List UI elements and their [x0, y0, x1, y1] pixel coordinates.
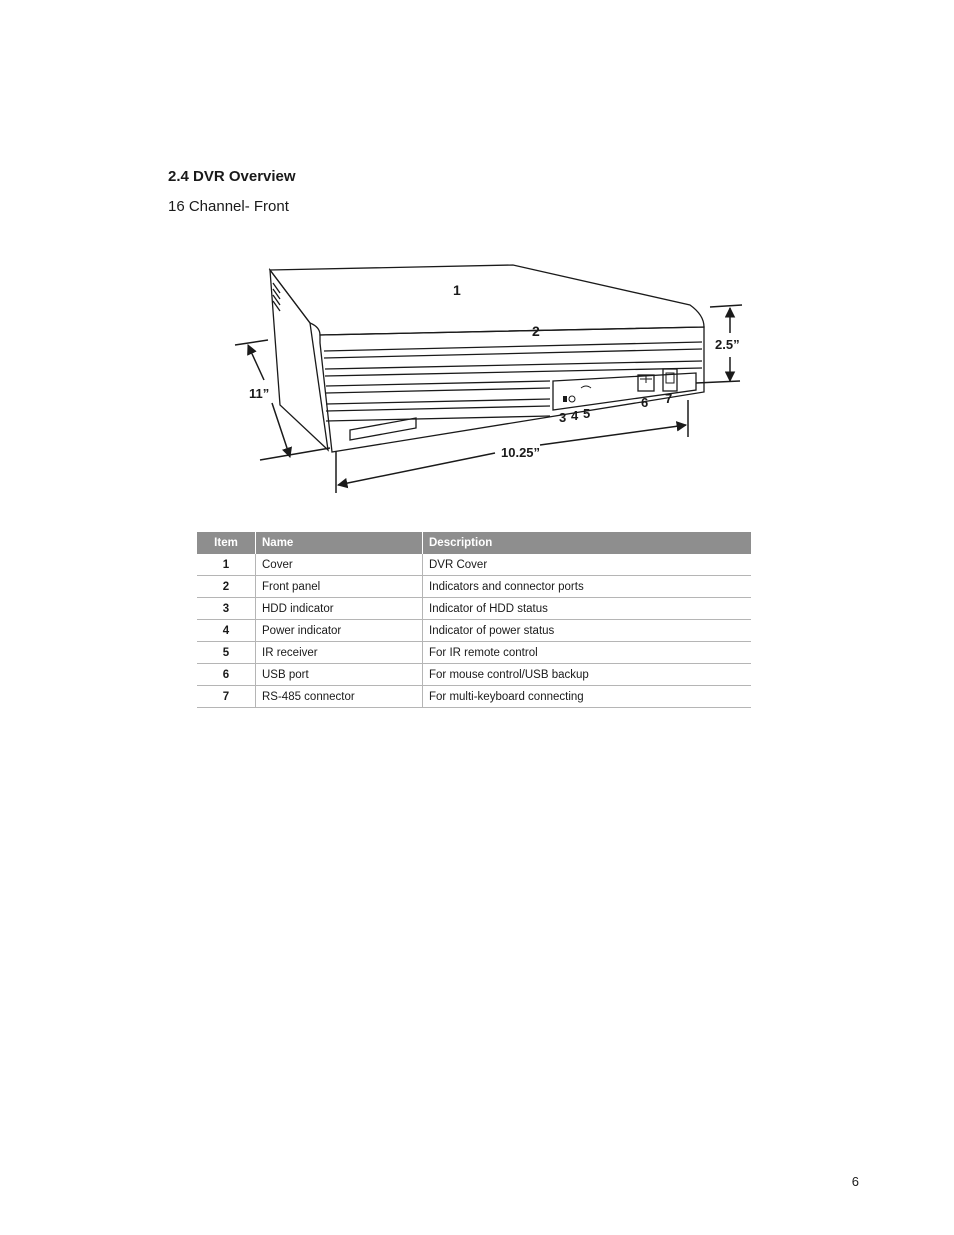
cell-description: DVR Cover — [423, 554, 752, 576]
callout-3: 3 — [559, 410, 567, 425]
cell-name: IR receiver — [256, 642, 423, 664]
width-label: 10.25” — [501, 445, 541, 460]
cell-item: 1 — [197, 554, 256, 576]
column-header-name: Name — [256, 532, 423, 554]
cell-item: 6 — [197, 664, 256, 686]
table-row — [197, 554, 751, 576]
callout-4: 4 — [571, 408, 579, 423]
cell-name: Cover — [256, 554, 423, 576]
subtitle: 16 Channel- Front — [168, 198, 289, 215]
section-title: 2.4 DVR Overview — [168, 168, 296, 185]
cell-item: 5 — [197, 642, 256, 664]
callout-6: 6 — [641, 395, 649, 410]
hdd-indicator-icon — [563, 396, 567, 402]
cell-name: Front panel — [256, 576, 423, 598]
cell-name: RS-485 connector — [256, 686, 423, 708]
callout-1: 1 — [453, 282, 461, 298]
column-header-item: Item — [197, 532, 256, 554]
cell-name: HDD indicator — [256, 598, 423, 620]
dvr-body — [270, 265, 704, 452]
cell-name: Power indicator — [256, 620, 423, 642]
depth-label: 11” — [249, 386, 270, 401]
cell-item: 7 — [197, 686, 256, 708]
table-row — [197, 642, 751, 664]
cell-item: 3 — [197, 598, 256, 620]
table-row — [197, 598, 751, 620]
column-header-description: Description — [423, 532, 752, 554]
cell-description: For IR remote control — [423, 642, 752, 664]
power-indicator-icon — [569, 396, 575, 402]
callout-2: 2 — [532, 323, 540, 339]
height-label: 2.5” — [715, 337, 740, 352]
cell-item: 4 — [197, 620, 256, 642]
table-row — [197, 686, 751, 708]
cell-description: For multi-keyboard connecting — [423, 686, 752, 708]
ir-receiver-icon — [581, 386, 591, 388]
page-number: 6 — [851, 1174, 859, 1189]
table-header-row — [197, 532, 751, 554]
cell-description: Indicator of power status — [423, 620, 752, 642]
cell-description: Indicator of HDD status — [423, 598, 752, 620]
callout-5: 5 — [583, 406, 591, 421]
table-row — [197, 620, 751, 642]
cell-description: For mouse control/USB backup — [423, 664, 752, 686]
cell-name: USB port — [256, 664, 423, 686]
item-table — [197, 532, 751, 708]
cell-description: Indicators and connector ports — [423, 576, 752, 598]
dvr-front-diagram — [220, 255, 760, 505]
callout-7: 7 — [665, 391, 673, 406]
table-row — [197, 664, 751, 686]
table-row — [197, 576, 751, 598]
cell-item: 2 — [197, 576, 256, 598]
